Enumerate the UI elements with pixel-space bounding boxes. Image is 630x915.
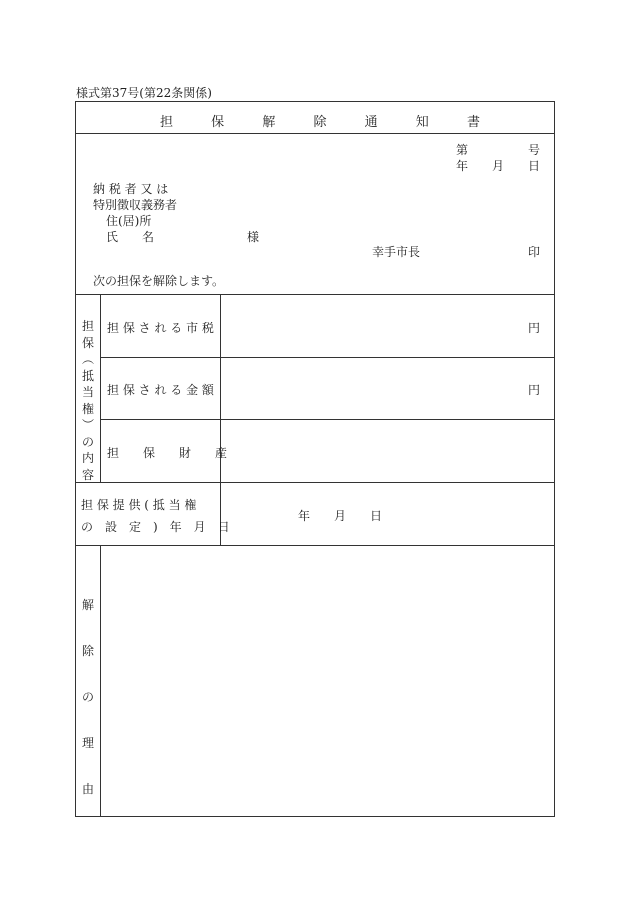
provision-date-label-line2: の 設 定 ) 年 月 日: [81, 520, 230, 534]
issuer: 幸手市長: [372, 245, 421, 259]
title-char: 除: [313, 115, 327, 130]
secured-amount-label: 担 保 さ れ る 金 額: [107, 383, 214, 397]
divider-row2: [100, 419, 555, 420]
withholder-label: 特別徴収義務者: [93, 198, 178, 212]
divider-header: [75, 294, 555, 295]
secured-amount-unit: 円: [528, 383, 541, 397]
security-property-label: 担 保 財 産: [107, 446, 228, 460]
provision-month: 月: [334, 509, 347, 523]
provision-date-label-line1: 担 保 提 供 ( 抵 当 権: [81, 498, 197, 512]
name-label: 氏 名: [106, 230, 155, 244]
number-suffix: 号: [528, 143, 541, 157]
title-char: 知: [415, 115, 429, 130]
divider-side-reason: [100, 545, 101, 817]
provision-year: 年: [298, 509, 311, 523]
title-char: 解: [262, 115, 276, 130]
divider-side-security: [100, 294, 101, 482]
title-char: 担: [160, 115, 174, 130]
seal-mark: 印: [528, 245, 541, 259]
date-month: 月: [492, 159, 505, 173]
title-char: 書: [466, 115, 480, 130]
reason-side-label: 解 除 の 理 由: [81, 598, 94, 796]
form-number-label: 様式第37号(第22条関係): [76, 86, 212, 100]
secured-tax-label: 担 保 さ れ る 市 税: [107, 321, 214, 335]
divider-row1: [100, 357, 555, 358]
secured-tax-unit: 円: [528, 321, 541, 335]
notice-text: 次の担保を解除します。: [93, 274, 225, 288]
honorific: 様: [247, 230, 260, 244]
taxpayer-label: 納 税 者 又 は: [93, 182, 169, 196]
address-label: 住(居)所: [106, 214, 152, 228]
document-title: [160, 111, 480, 130]
date-day: 日: [528, 159, 541, 173]
title-char: 保: [211, 115, 225, 130]
divider-title: [75, 133, 555, 134]
divider-security: [75, 482, 555, 483]
security-side-label: 担 保 ︵ 抵 当 権 ︶ の 内 容: [81, 319, 94, 482]
provision-day: 日: [370, 509, 383, 523]
divider-label-column: [220, 294, 221, 545]
date-year: 年: [456, 159, 469, 173]
number-prefix: 第: [456, 143, 469, 157]
title-char: 通: [364, 115, 378, 130]
divider-provision: [75, 545, 555, 546]
